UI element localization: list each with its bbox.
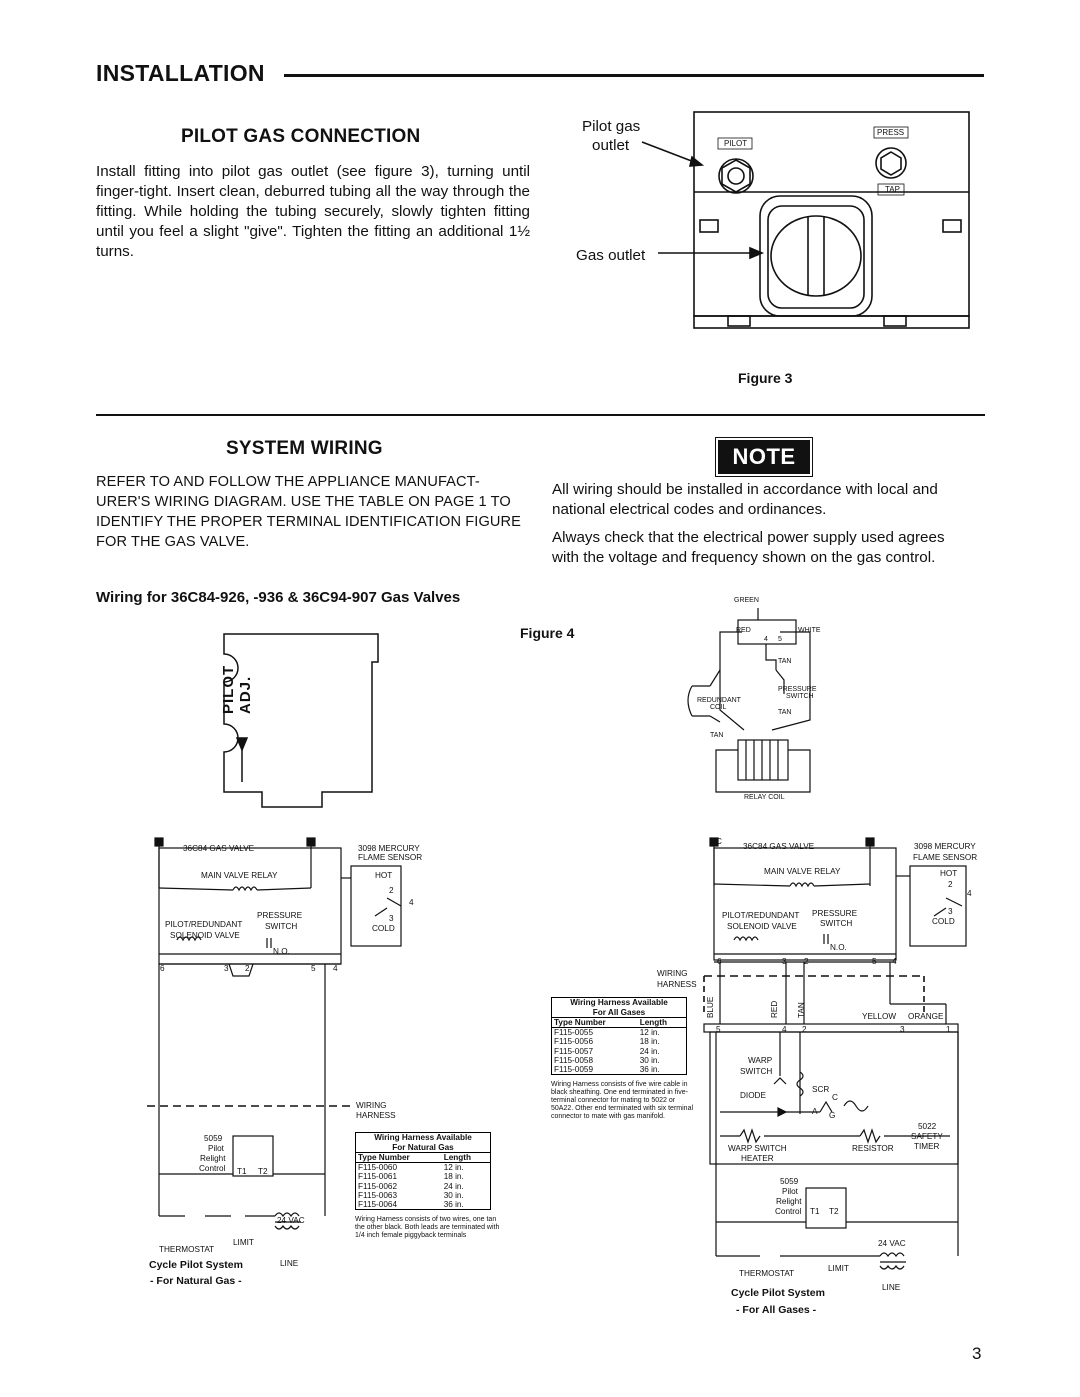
table-cell: F115-0057 xyxy=(554,1046,593,1056)
left-t3: 3 xyxy=(389,914,394,923)
table-cell: 18 in. xyxy=(639,1037,660,1047)
pilot-gas-paragraph: Install fitting into pilot gas outlet (see figure 3), turning until finger-tight. Insert clean, deburred tubing all the way through the fitting. While holding the tubing securely, slowly tighten fitting until you feel a slight "give". Tighten the fitting an additional 1½ turns. xyxy=(96,163,530,260)
right-b3: 3 xyxy=(782,957,787,966)
table-cell: F115-0062 xyxy=(358,1181,397,1191)
right-resistor: RESISTOR xyxy=(852,1144,894,1153)
table-row xyxy=(552,1028,687,1038)
right-relight-3: Relight xyxy=(776,1197,802,1206)
all-table-title-2: For All Gases xyxy=(592,1007,646,1017)
right-c4: 4 xyxy=(782,1025,787,1034)
right-orange: ORANGE xyxy=(908,1012,944,1021)
right-a-lbl: A xyxy=(812,1107,818,1116)
coil-relay-label: RELAY COIL xyxy=(744,794,785,801)
right-warp-1: WARP xyxy=(748,1056,773,1065)
table-row xyxy=(552,1037,687,1046)
table-cell: 12 in. xyxy=(443,1163,464,1173)
page-title: INSTALLATION xyxy=(96,60,265,86)
left-wiring-1: WIRING xyxy=(356,1101,387,1110)
table-row xyxy=(356,1163,491,1173)
coil-tan-1: TAN xyxy=(778,658,792,665)
table-cell: 30 in. xyxy=(443,1190,464,1200)
right-scr: SCR xyxy=(812,1085,830,1094)
table-cell: 24 in. xyxy=(443,1181,464,1191)
coil-green: GREEN xyxy=(734,597,759,604)
right-t3: 3 xyxy=(948,907,953,916)
right-valve-label: 36C84 GAS VALVE xyxy=(743,842,815,851)
left-sensor-1: 3098 MERCURY xyxy=(358,844,420,853)
right-c5: 5 xyxy=(716,1025,721,1034)
left-line: LINE xyxy=(280,1259,299,1268)
right-yellow: YELLOW xyxy=(862,1012,897,1021)
table-cell: 18 in. xyxy=(443,1172,464,1182)
left-wiring-2: HARNESS xyxy=(356,1111,396,1120)
right-c-lbl: C xyxy=(832,1093,838,1102)
table-cell: 24 in. xyxy=(639,1046,660,1056)
right-c: C xyxy=(716,837,722,846)
right-tan: TAN xyxy=(797,1002,806,1018)
coil-tan-3: TAN xyxy=(710,732,724,739)
right-timer-1: 5022 xyxy=(918,1122,937,1131)
coil-n5: 5 xyxy=(778,636,782,643)
right-b5: 5 xyxy=(872,957,877,966)
right-no: N.O. xyxy=(830,943,847,952)
right-warp-heater-1: WARP SWITCH xyxy=(728,1144,787,1153)
left-b4: 4 xyxy=(333,964,338,973)
figure-3-caption: Figure 3 xyxy=(738,370,793,386)
press-tag: PRESS xyxy=(877,128,905,137)
table-cell: F115-0059 xyxy=(554,1065,593,1075)
left-thermostat: THERMOSTAT xyxy=(159,1245,215,1254)
right-b2: 2 xyxy=(804,957,809,966)
table-row xyxy=(356,1191,491,1200)
right-diode: DIODE xyxy=(740,1091,766,1100)
right-sensor-1: 3098 MERCURY xyxy=(914,842,976,851)
left-t4: 4 xyxy=(409,898,414,907)
left-b3: 3 xyxy=(224,964,229,973)
pilot-gas-outlet-label-2: outlet xyxy=(592,137,630,154)
right-timer-2: SAFETY xyxy=(911,1132,943,1141)
right-solenoid-2: SOLENOID VALVE xyxy=(727,922,797,931)
right-cold: COLD xyxy=(932,917,955,926)
wiring-subheading: Wiring for 36C84-926, -936 & 36C94-907 Gas Valves xyxy=(96,589,461,606)
left-c: C xyxy=(156,837,162,846)
pilot-adj-label: PILOT ADJ. xyxy=(220,664,254,714)
note-paragraph-2: Always check that the electrical power supply used agrees with the voltage and frequency shown on the gas control. xyxy=(552,529,945,566)
right-tt1: T1 xyxy=(810,1207,820,1216)
all-table xyxy=(551,1017,687,1075)
table-row xyxy=(552,1047,687,1056)
right-main-relay: MAIN VALVE RELAY xyxy=(764,867,841,876)
coil-redundant-2: COIL xyxy=(710,704,727,711)
harness-table-natural xyxy=(355,1132,500,1240)
left-hot: HOT xyxy=(375,871,393,880)
right-sensor-2: FLAME SENSOR xyxy=(913,853,978,862)
natural-table-note: Wiring Harness consists of two wires, one tan the other black. Both leads are terminated with 1/4 inch female piggyback terminals xyxy=(355,1216,500,1240)
left-pressure-1: PRESSURE xyxy=(257,911,303,920)
right-relight-4: Control xyxy=(775,1207,802,1216)
right-solenoid-1: PILOT/REDUNDANT xyxy=(722,911,800,920)
left-valve-label: 36C84 GAS VALVE xyxy=(183,844,255,853)
right-c2: 2 xyxy=(802,1025,807,1034)
pilot-tag: PILOT xyxy=(724,139,748,148)
table-cell: 36 in. xyxy=(639,1065,660,1075)
left-tt2: T2 xyxy=(258,1167,268,1176)
right-vac: 24 VAC xyxy=(878,1239,906,1248)
right-caption-2: - For All Gases - xyxy=(736,1304,817,1316)
right-b6: 6 xyxy=(717,957,722,966)
table-cell: F115-0063 xyxy=(358,1190,397,1200)
natural-col-length: Length xyxy=(442,1153,491,1163)
right-timer-3: TIMER xyxy=(914,1142,940,1151)
left-solenoid-1: PILOT/REDUNDANT xyxy=(165,920,243,929)
right-relight-1: 5059 xyxy=(780,1177,799,1186)
left-tt1: T1 xyxy=(237,1167,247,1176)
header-rule xyxy=(284,74,984,77)
natural-table xyxy=(355,1152,491,1210)
table-cell: F115-0061 xyxy=(358,1172,397,1182)
right-b4: 4 xyxy=(892,957,897,966)
right-warp-heater-2: HEATER xyxy=(741,1154,774,1163)
left-s: S xyxy=(307,837,313,846)
tap-tag: TAP xyxy=(885,185,900,194)
left-relight-3: Relight xyxy=(200,1154,226,1163)
coil-redundant-1: REDUNDANT xyxy=(697,697,741,704)
right-hot: HOT xyxy=(940,869,958,878)
left-caption-1: Cycle Pilot System xyxy=(149,1259,243,1271)
all-col-length: Length xyxy=(638,1018,687,1028)
right-s: S xyxy=(866,837,872,846)
table-cell: F115-0064 xyxy=(358,1200,397,1210)
left-relight-4: Control xyxy=(199,1164,226,1173)
table-row xyxy=(552,1056,687,1065)
left-b2: 2 xyxy=(245,964,250,973)
left-no: N.O. xyxy=(273,947,290,956)
natural-table-title-1: Wiring Harness Available xyxy=(374,1133,472,1142)
gas-outlet-label: Gas outlet xyxy=(576,247,646,264)
natural-col-type: Type Number xyxy=(356,1153,442,1163)
right-relight-2: Pilot xyxy=(782,1187,798,1196)
left-limit: LIMIT xyxy=(233,1238,254,1247)
figure-4-caption: Figure 4 xyxy=(520,625,575,641)
system-wiring-heading: SYSTEM WIRING xyxy=(226,438,383,459)
right-thermostat: THERMOSTAT xyxy=(739,1269,795,1278)
harness-table-all xyxy=(551,997,694,1121)
right-caption-1: Cycle Pilot System xyxy=(731,1287,825,1299)
right-t4: 4 xyxy=(967,889,972,898)
table-row xyxy=(552,1065,687,1075)
left-vac: 24 VAC xyxy=(277,1216,305,1225)
coil-n4: 4 xyxy=(764,636,768,643)
right-line: LINE xyxy=(882,1283,901,1292)
left-t2: 2 xyxy=(389,886,394,895)
note-paragraph-1: All wiring should be installed in accordance with local and national electrical codes and ordinances. xyxy=(552,481,938,518)
table-cell: F115-0056 xyxy=(554,1037,593,1047)
natural-table-title-2: For Natural Gas xyxy=(392,1142,454,1152)
table-cell: 12 in. xyxy=(639,1028,660,1038)
table-cell: F115-0058 xyxy=(554,1055,593,1065)
coil-pressure-1: PRESSURE xyxy=(778,686,817,693)
left-b5: 5 xyxy=(311,964,316,973)
right-c1: 1 xyxy=(946,1025,951,1034)
note-badge: NOTE xyxy=(718,440,810,474)
left-cold: COLD xyxy=(372,924,395,933)
right-blue: BLUE xyxy=(706,996,715,1018)
left-caption-2: - For Natural Gas - xyxy=(150,1275,242,1287)
coil-white: WHITE xyxy=(798,627,821,634)
table-cell: F115-0055 xyxy=(554,1028,593,1038)
left-solenoid-2: SOLENOID VALVE xyxy=(170,931,240,940)
left-relight-1: 5059 xyxy=(204,1134,223,1143)
left-pressure-2: SWITCH xyxy=(265,922,298,931)
right-wiring-2: HARNESS xyxy=(657,980,697,989)
table-row xyxy=(356,1182,491,1191)
left-relight-2: Pilot xyxy=(208,1144,224,1153)
right-g-lbl: G xyxy=(829,1111,836,1120)
left-main-relay: MAIN VALVE RELAY xyxy=(201,871,278,880)
all-table-title-1: Wiring Harness Available xyxy=(570,998,668,1007)
section-rule xyxy=(96,414,985,416)
right-tt2: T2 xyxy=(829,1207,839,1216)
coil-pressure-2: SWITCH xyxy=(786,693,814,700)
table-cell: 36 in. xyxy=(443,1200,464,1210)
pilot-gas-heading: PILOT GAS CONNECTION xyxy=(181,126,421,147)
pilot-gas-outlet-label-1: Pilot gas xyxy=(582,118,641,135)
gas-valve-figure-3 xyxy=(640,110,970,340)
left-sensor-2: FLAME SENSOR xyxy=(358,853,423,862)
right-red: RED xyxy=(770,1000,779,1018)
coil-red: RED xyxy=(736,627,751,634)
all-col-type: Type Number xyxy=(552,1018,638,1028)
page-number: 3 xyxy=(972,1344,982,1363)
refer-text: REFER TO AND FOLLOW THE APPLIANCE MANUFACT-URER'S WIRING DIAGRAM. USE THE TABLE ON PAGE 1 TO IDENTIFY THE PROPER TERMINAL IDENTIFICATION FIGURE FOR THE GAS VALVE. xyxy=(96,474,522,550)
right-limit: LIMIT xyxy=(828,1264,849,1273)
right-warp-2: SWITCH xyxy=(740,1067,773,1076)
right-pressure-1: PRESSURE xyxy=(812,909,858,918)
table-cell: F115-0060 xyxy=(358,1163,397,1173)
table-row xyxy=(356,1200,491,1210)
right-c3: 3 xyxy=(900,1025,905,1034)
right-t2: 2 xyxy=(948,880,953,889)
table-cell: 30 in. xyxy=(639,1055,660,1065)
left-b6: 6 xyxy=(160,964,165,973)
right-pressure-2: SWITCH xyxy=(820,919,853,928)
all-table-note: Wiring Harness consists of five wire cable in black sheathing. One end terminated in five-terminal connector for mating to 5022 or 50A22. Other end terminated with six terminal connector to mate with gas manifold. xyxy=(551,1081,694,1121)
coil-tan-2: TAN xyxy=(778,709,792,716)
right-wiring-1: WIRING xyxy=(657,969,688,978)
table-row xyxy=(356,1172,491,1181)
